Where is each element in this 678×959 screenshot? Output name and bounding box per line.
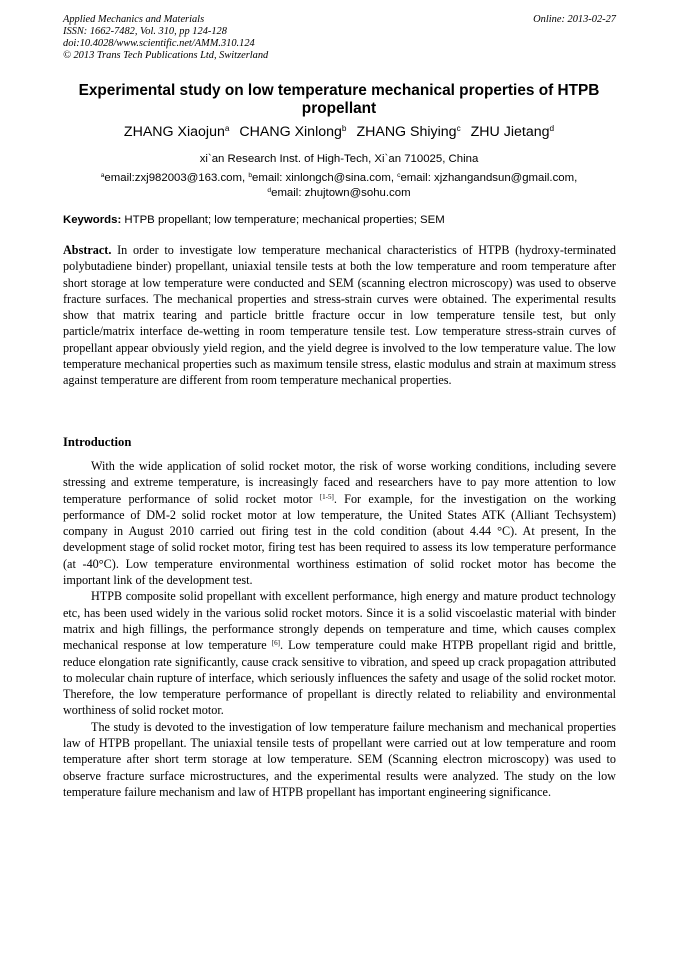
paragraph-text: With the wide application of solid rocket motor, the risk of worse working conditions, including severe stressing and extreme temperature, is increasingly faced and researchers have to pay more attention to low temperature performance of solid rocket motor — [63, 459, 616, 506]
paragraph-text: HTPB composite solid propellant with excellent performance, high energy and mature product technology etc, has been used widely in the various solid rocket motors. Since it is a solid viscoelastic material with binder matrix and high fillings, the performance strongly depends on temperature and time, which causes complex mechanical response at low temperature — [63, 589, 616, 653]
copyright-line: © 2013 Trans Tech Publications Ltd, Switzerland — [63, 50, 269, 61]
author-name: CHANG Xinlong — [239, 124, 342, 140]
abstract-text: In order to investigate low temperature mechanical characteristics of HTPB (hydroxy-terminated polybutadiene binder) propellant, uniaxial tensile tests at both the low temperature and room temperature after short storage at low temperature were conducted and SEM (scanning electron microscopy) was used to observe fracture surfaces. The mechanical properties and stress-strain curves were obtained. The experimental results show that matrix tearing and particle brittle fracture occur in low temperature tensile test, but only particle/matrix interface de-wetting in room temperature tensile test. Low temperature stress-strain curves of propellant appear obviously yield region, and the yield degree is involved to the low temperature value. The low temperature mechanical properties such as maximum tensile stress, elastic modulus and strain at maximum stress against temperature are different from room temperature mechanical properties. — [63, 243, 616, 388]
abstract-label: Abstract. — [63, 243, 112, 257]
paragraph-text: . For example, for the investigation on the working performance of DM-2 solid rocket motor at low temperature, the United States ATK (Alliant Techsystem) company in August 2010 carried out firing test in the cold condition (about 4.44 °C). At present, In the development stage of solid rocket motor, firing test has been required to assess its low temperature performance (at -40°C). Low temperature environmental worthiness estimation of solid rocket motor has become the important link of the development test. — [63, 491, 616, 588]
email-a: email:zxj982003@163.com, — [104, 172, 249, 184]
paper-title: Experimental study on low temperature mechanical properties of HTPB propellant — [78, 82, 600, 117]
author-name: ZHU Jietang — [470, 124, 550, 140]
journal-name: Applied Mechanics and Materials — [63, 14, 205, 25]
journal-header — [63, 14, 616, 62]
email-list — [40, 171, 638, 201]
affiliation: xi`an Research Inst. of High-Tech, Xi`an 710025, China — [199, 153, 479, 165]
email-mark: c — [397, 172, 401, 180]
keywords-label: Keywords: — [63, 214, 122, 226]
section-heading-introduction: Introduction — [63, 435, 132, 449]
author-affil-mark: c — [456, 124, 461, 134]
paragraph-text: . Low temperature could make HTPB propellant rigid and brittle, reduce elongation rate significantly, cause crack sensitive to vibration, and speed up crack propagation attributed to molecular chain rupture of interface, which seriously influences the safety and usage of the solid rocket motor. Therefore, the low temperature performance of propellant is directly related to reliability and environmental worthiness of solid rocket motor. — [63, 638, 616, 718]
issn-line: ISSN: 1662-7482, Vol. 310, pp 124-128 — [63, 26, 227, 37]
citation: [6] — [271, 639, 280, 648]
author-affil-mark: d — [549, 124, 555, 134]
email-line-2 — [40, 186, 638, 201]
keywords-text: HTPB propellant; low temperature; mechanical properties; SEM — [121, 214, 445, 226]
paragraph — [63, 458, 616, 588]
author-name: ZHANG Xiaojun — [123, 124, 225, 140]
paragraph: The study is devoted to the investigation of low temperature failure mechanism and mechanical properties law of HTPB propellant. The uniaxial tensile tests of propellant were carried out at low temperature and room temperature after short term storage at low temperature. SEM (Scanning electron microscopy) was used to observe fracture surface microstructures, and the experimental results were analyzed. The study on the low temperature failure mechanism and law of HTPB propellant has important engineering significance. — [63, 719, 616, 799]
email-mark: b — [248, 172, 252, 180]
paragraph — [63, 588, 616, 718]
abstract — [63, 242, 616, 389]
online-date: Online: 2013-02-27 — [533, 14, 616, 25]
doi-line: doi:10.4028/www.scientific.net/AMM.310.124 — [63, 38, 255, 49]
citation: [1-5] — [319, 492, 334, 501]
email-b: email: xinlongch@sina.com, — [252, 172, 398, 184]
author-affil-mark: a — [224, 124, 230, 134]
email-mark: d — [267, 187, 272, 195]
email-c: email: xjzhangandsun@gmail.com, — [400, 172, 578, 184]
introduction-body — [63, 458, 616, 800]
keywords — [63, 213, 616, 227]
email-mark: a — [100, 172, 105, 180]
author-name: ZHANG Shiying — [356, 124, 457, 140]
author-list — [40, 123, 638, 141]
email-d: email: zhujtown@sohu.com — [271, 187, 411, 199]
email-line-1 — [40, 171, 638, 186]
author-affil-mark: b — [341, 124, 347, 134]
